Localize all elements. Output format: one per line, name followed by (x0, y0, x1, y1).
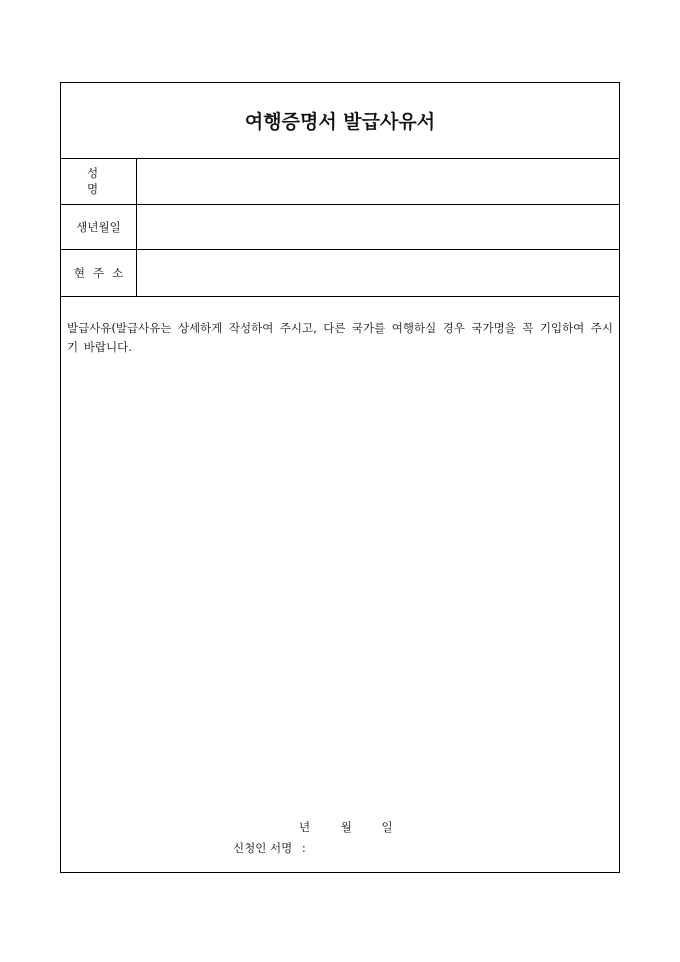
birthdate-row (61, 205, 619, 250)
signature-label: 신청인 서명 (233, 841, 293, 855)
birthdate-field[interactable] (137, 205, 619, 249)
signature-line (233, 840, 306, 856)
address-label: 현주소 (61, 250, 137, 296)
name-field[interactable] (137, 158, 619, 204)
reason-instruction: 발급사유(발급사유는 상세하게 작성하여 주시고, 다른 국가를 여행하실 경우 국가명을 꼭 기입하여 주시기 바랍니다. (67, 321, 613, 354)
address-row (61, 250, 619, 297)
birthdate-label: 생년월일 (61, 205, 137, 249)
address-field[interactable] (137, 250, 619, 296)
title-row (61, 83, 619, 159)
name-label: 성명 (61, 158, 137, 204)
date-line (299, 819, 393, 835)
date-year-label: 년 (299, 820, 311, 834)
reason-area[interactable] (61, 297, 619, 872)
date-day-label: 일 (381, 820, 393, 834)
date-month-label: 월 (340, 820, 352, 834)
signature-colon: : (301, 841, 306, 855)
travel-certificate-reason-form (60, 82, 620, 873)
form-title: 여행증명서 발급사유서 (244, 111, 436, 133)
name-row (61, 158, 619, 205)
